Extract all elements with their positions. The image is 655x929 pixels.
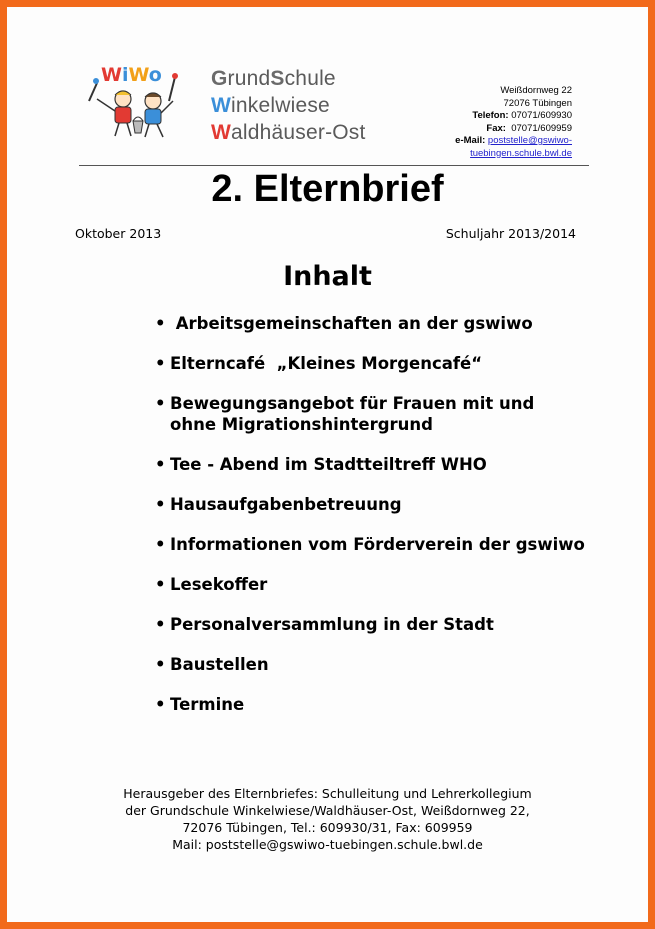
address-street: Weißdornweg 22 xyxy=(500,85,572,96)
bullet-icon: • xyxy=(155,314,166,333)
school-year: Schuljahr 2013/2014 xyxy=(445,226,576,241)
list-item: • Baustellen xyxy=(155,655,269,674)
school-name xyxy=(211,65,366,146)
list-item: • Tee - Abend im Stadtteiltreff WHO xyxy=(155,455,487,474)
footer-line: 72076 Tübingen, Tel.: 609930/31, Fax: 609959 xyxy=(182,820,473,835)
list-item: • Bewegungsangebot für Frauen mit und ohne Migrationshintergrund xyxy=(155,394,535,434)
list-item: • Arbeitsgemeinschaften an der gswiwo xyxy=(155,314,533,333)
list-item: • Hausaufgabenbetreuung xyxy=(155,495,402,514)
list-item: • Elterncafé „Kleines Morgencafé“ xyxy=(155,354,483,373)
page-title: 2. Elternbrief xyxy=(211,168,444,210)
school-name-line-2: Winkelwiese xyxy=(211,94,330,117)
address-fax: Fax: 07071/609959 xyxy=(486,122,572,134)
bullet-icon: • xyxy=(155,615,166,634)
bullet-icon: • xyxy=(155,495,166,514)
address-email: e-Mail: poststelle@gswiwo- xyxy=(455,135,572,146)
footer-line: der Grundschule Winkelwiese/Waldhäuser-Ost, Weißdornweg 22, xyxy=(125,803,530,818)
issue-date: Oktober 2013 xyxy=(75,226,162,241)
list-item: • Lesekoffer xyxy=(155,575,268,594)
bullet-icon: • xyxy=(155,354,166,373)
footer-line: Mail: poststelle@gswiwo-tuebingen.schule.bwl.de xyxy=(172,837,483,852)
school-name-line-1: GrundSchule xyxy=(211,67,336,90)
footer-line: Herausgeber des Elternbriefes: Schulleitung und Lehrerkollegium xyxy=(123,786,532,801)
email-link-part-1[interactable]: poststelle@gswiwo- xyxy=(487,135,572,146)
list-item: • Informationen vom Förderverein der gswiwo xyxy=(155,535,585,554)
school-address xyxy=(352,85,572,160)
contents-list xyxy=(155,313,585,734)
contents-heading: Inhalt xyxy=(283,261,372,292)
bullet-icon: • xyxy=(155,394,166,413)
school-name-line-3: Waldhäuser-Ost xyxy=(211,121,366,144)
bullet-icon: • xyxy=(155,655,166,674)
logo-text: WiWo xyxy=(101,64,162,86)
email-link-part-2[interactable]: tuebingen.schule.bwl.de xyxy=(470,147,572,159)
list-item: • Termine xyxy=(155,695,245,714)
address-city: 72076 Tübingen xyxy=(503,97,572,109)
bullet-icon: • xyxy=(155,535,166,554)
school-logo xyxy=(83,61,193,141)
address-email-cont xyxy=(352,148,572,161)
header-divider xyxy=(79,165,589,166)
list-item: • Personalversammlung in der Stadt xyxy=(155,615,494,634)
bullet-icon: • xyxy=(155,575,166,594)
bullet-icon: • xyxy=(155,695,166,714)
address-phone: Telefon: 07071/609930 xyxy=(472,110,572,121)
publisher-footer xyxy=(7,785,648,853)
bullet-icon: • xyxy=(155,455,166,474)
